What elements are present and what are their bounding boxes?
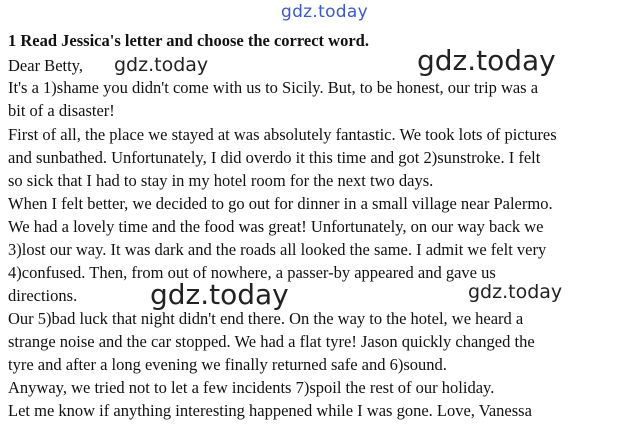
- exercise-heading: 1 Read Jessica's letter and choose the correct word.: [8, 31, 369, 50]
- watermark-c: gdz.today: [150, 278, 289, 311]
- letter-line: Our 5)bad luck that night didn't end there. On the way to the hotel, we heard a: [8, 309, 524, 328]
- watermark-d: gdz.today: [468, 281, 563, 303]
- letter-line: First of all, the place we stayed at was absolutely fantastic. We took lots of pictures: [8, 125, 557, 144]
- letter-line: 3)lost our way. It was dark and the roads all looked the same. I admit we felt very: [8, 240, 547, 259]
- letter-line: Anyway, we tried not to let a few incidents 7)spoil the rest of our holiday.: [8, 378, 495, 397]
- watermark-top: gdz.today: [281, 2, 368, 22]
- letter-line: tyre and after a long evening we finally returned safe and 6)sound.: [8, 355, 447, 374]
- letter-line: 4)confused. Then, from out of nowhere, a passer-by appeared and gave us: [8, 263, 496, 282]
- letter-line: bit of a disaster!: [8, 101, 115, 120]
- letter-line: Dear Betty,: [8, 56, 83, 75]
- watermark-b: gdz.today: [417, 44, 556, 77]
- letter-line: We had a lovely time and the food was great! Unfortunately, on our way back we: [8, 217, 544, 236]
- letter-line: When I felt better, we decided to go out for dinner in a small village near Palermo.: [8, 194, 553, 213]
- letter-line: directions.: [8, 286, 78, 305]
- letter-line: so sick that I had to stay in my hotel room for the next two days.: [8, 171, 434, 190]
- watermark-a: gdz.today: [114, 54, 209, 76]
- letter-line: strange noise and the car stopped. We had a flat tyre! Jason quickly changed the: [8, 332, 535, 351]
- letter-line: Let me know if anything interesting happened while I was gone. Love, Vanessa: [8, 401, 532, 420]
- letter-line: and sunbathed. Unfortunately, I did overdo it this time and got 2)sunstroke. I felt: [8, 148, 541, 167]
- letter-line: It's a 1)shame you didn't come with us to Sicily. But, to be honest, our trip was a: [8, 78, 539, 97]
